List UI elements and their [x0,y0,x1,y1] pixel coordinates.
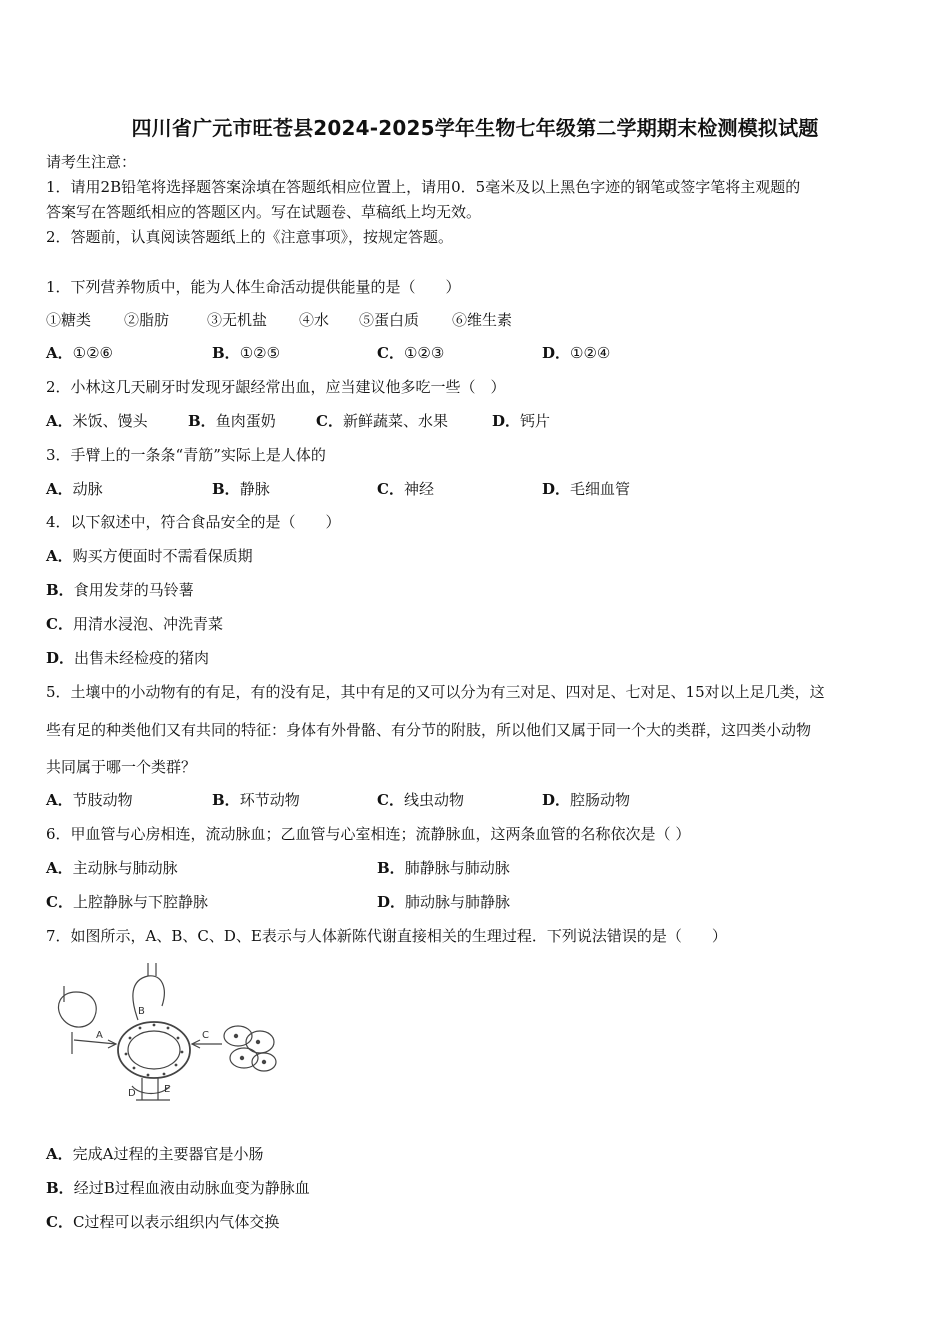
q4-option-c[interactable] [46,614,223,634]
option-label: C． [46,893,73,911]
option-label: B． [46,1179,74,1197]
option-text: 完成A过程的主要器官是小肠 [72,1145,264,1163]
option-text: 节肢动物 [72,791,133,809]
q5-option-d[interactable] [542,790,630,810]
option-text: ①②⑥ [72,344,113,362]
option-text: 肺动脉与肺静脉 [405,893,511,911]
option-label: A． [46,344,73,362]
option-label: B． [212,480,240,498]
option-label: A． [46,412,73,430]
q7-option-a[interactable] [46,1144,263,1164]
question-1-stem: 1．下列营养物质中，能为人体生命活动提供能量的是（ ） [46,278,461,296]
option-label: A． [46,791,73,809]
q7-option-c[interactable] [46,1212,279,1232]
option-text: ①②④ [570,344,611,362]
diagram-label-b: B [138,1006,145,1017]
option-label: A． [46,859,73,877]
q4-option-a[interactable] [46,546,253,566]
option-text: 钙片 [520,412,551,430]
q1-item: ⑤蛋白质 [359,311,420,329]
q1-option-d[interactable] [542,343,610,363]
option-text: C过程可以表示组织内气体交换 [72,1213,280,1231]
option-text: 肺静脉与肺动脉 [404,859,510,877]
option-label: B． [188,412,216,430]
q1-item: ④水 [299,311,330,329]
q6-option-c[interactable] [46,892,208,912]
option-text: 用清水浸泡、冲洗青菜 [72,615,223,633]
q5-option-c[interactable] [377,790,464,810]
option-text: 腔肠动物 [570,791,631,809]
metabolism-diagram [50,958,300,1108]
option-label: A． [46,480,73,498]
option-text: 线虫动物 [403,791,464,809]
question-4-stem: 4．以下叙述中，符合食品安全的是（ ） [46,513,341,531]
diagram-label-a: A [96,1030,103,1041]
q7-option-b[interactable] [46,1178,310,1198]
q1-item: ②脂肪 [124,311,170,329]
q3-option-a[interactable] [46,479,103,499]
q1-item: ⑥维生素 [452,311,513,329]
option-text: 环节动物 [239,791,300,809]
option-label: C． [46,1213,73,1231]
option-text: 静脉 [239,480,270,498]
option-label: A． [46,547,73,565]
diagram-label-c: C [202,1030,209,1041]
q3-option-d[interactable] [542,479,630,499]
q2-option-b[interactable] [188,411,276,431]
option-label: D． [542,480,571,498]
q6-option-d[interactable] [377,892,510,912]
option-label: C． [46,615,73,633]
option-label: D． [46,649,75,667]
option-text: 出售未经检疫的猪肉 [74,649,210,667]
option-label: B． [377,859,405,877]
option-text: 新鲜蔬菜、水果 [342,412,448,430]
option-label: D． [542,344,571,362]
notice-line: 答案写在答题纸相应的答题区内。写在试题卷、草稿纸上均无效。 [46,203,482,221]
q6-option-b[interactable] [377,858,510,878]
q3-option-c[interactable] [377,479,434,499]
option-label: C． [377,480,404,498]
q4-option-b[interactable] [46,580,194,600]
option-label: D． [542,791,571,809]
option-text: 上腔静脉与下腔静脉 [72,893,208,911]
option-label: D． [377,893,406,911]
q1-option-a[interactable] [46,343,113,363]
q4-option-d[interactable] [46,648,209,668]
diagram-label-e: E [164,1084,171,1095]
option-text: ①②③ [403,344,445,362]
q1-option-c[interactable] [377,343,444,363]
option-label: A． [46,1145,73,1163]
q2-option-d[interactable] [492,411,550,431]
q6-option-a[interactable] [46,858,178,878]
notice-line: 2．答题前，认真阅读答题纸上的《注意事项》，按规定答题。 [46,228,454,246]
q2-option-a[interactable] [46,411,148,431]
option-label: D． [492,412,521,430]
option-text: 毛细血管 [570,480,631,498]
option-text: 动脉 [72,480,103,498]
option-text: ①②⑤ [239,344,281,362]
notice-line: 1．请用2B铅笔将选择题答案涂填在答题纸相应位置上，请用0．5毫米及以上黑色字迹的钢笔或签字笔将主观题的 [46,178,801,196]
question-6-stem: 6．甲血管与心房相连，流动脉血；乙血管与心室相连；流静脉血，这两条血管的名称依次是（ ） [46,825,691,843]
q5-option-b[interactable] [212,790,300,810]
page-title: 四川省广元市旺苍县2024-2025学年生物七年级第二学期期末检测模拟试题 [131,116,819,140]
option-text: 购买方便面时不需看保质期 [72,547,253,565]
option-text: 主动脉与肺动脉 [72,859,178,877]
option-label: C． [377,791,404,809]
diagram-label-d: D [128,1088,136,1099]
q5-option-a[interactable] [46,790,133,810]
q1-item: ③无机盐 [207,311,268,329]
option-text: 米饭、馒头 [72,412,148,430]
q1-option-b[interactable] [212,343,280,363]
question-2-stem: 2．小林这几天刷牙时发现牙龈经常出血，应当建议他多吃一些（ ） [46,378,506,396]
question-5-stem: 些有足的种类他们又有共同的特征：身体有外骨骼、有分节的附肢，所以他们又属于同一个大的类群，这四类小动物 [46,721,812,739]
option-text: 神经 [403,480,434,498]
option-label: B． [212,344,240,362]
option-label: B． [46,581,74,599]
option-text: 食用发芽的马铃薯 [73,581,194,599]
option-text: 经过B过程血液由动脉血变为静脉血 [73,1179,310,1197]
option-label: B． [212,791,240,809]
question-5-stem: 共同属于哪一个类群？ [46,758,197,776]
q1-item: ①糖类 [46,311,92,329]
option-text: 鱼肉蛋奶 [215,412,276,430]
question-5-stem: 5．土壤中的小动物有的有足，有的没有足，其中有足的又可以分为有三对足、四对足、七对足、15对以上足几类，这 [46,683,825,701]
question-7-stem: 7．如图所示，A、B、C、D、E表示与人体新陈代谢直接相关的生理过程．下列说法错误的是（ ） [46,927,727,945]
option-label: C． [377,344,404,362]
q3-option-b[interactable] [212,479,270,499]
notice-heading: 请考生注意： [46,153,137,171]
question-3-stem: 3．手臂上的一条条“青筋”实际上是人体的 [46,446,326,464]
q2-option-c[interactable] [316,411,448,431]
option-label: C． [316,412,343,430]
